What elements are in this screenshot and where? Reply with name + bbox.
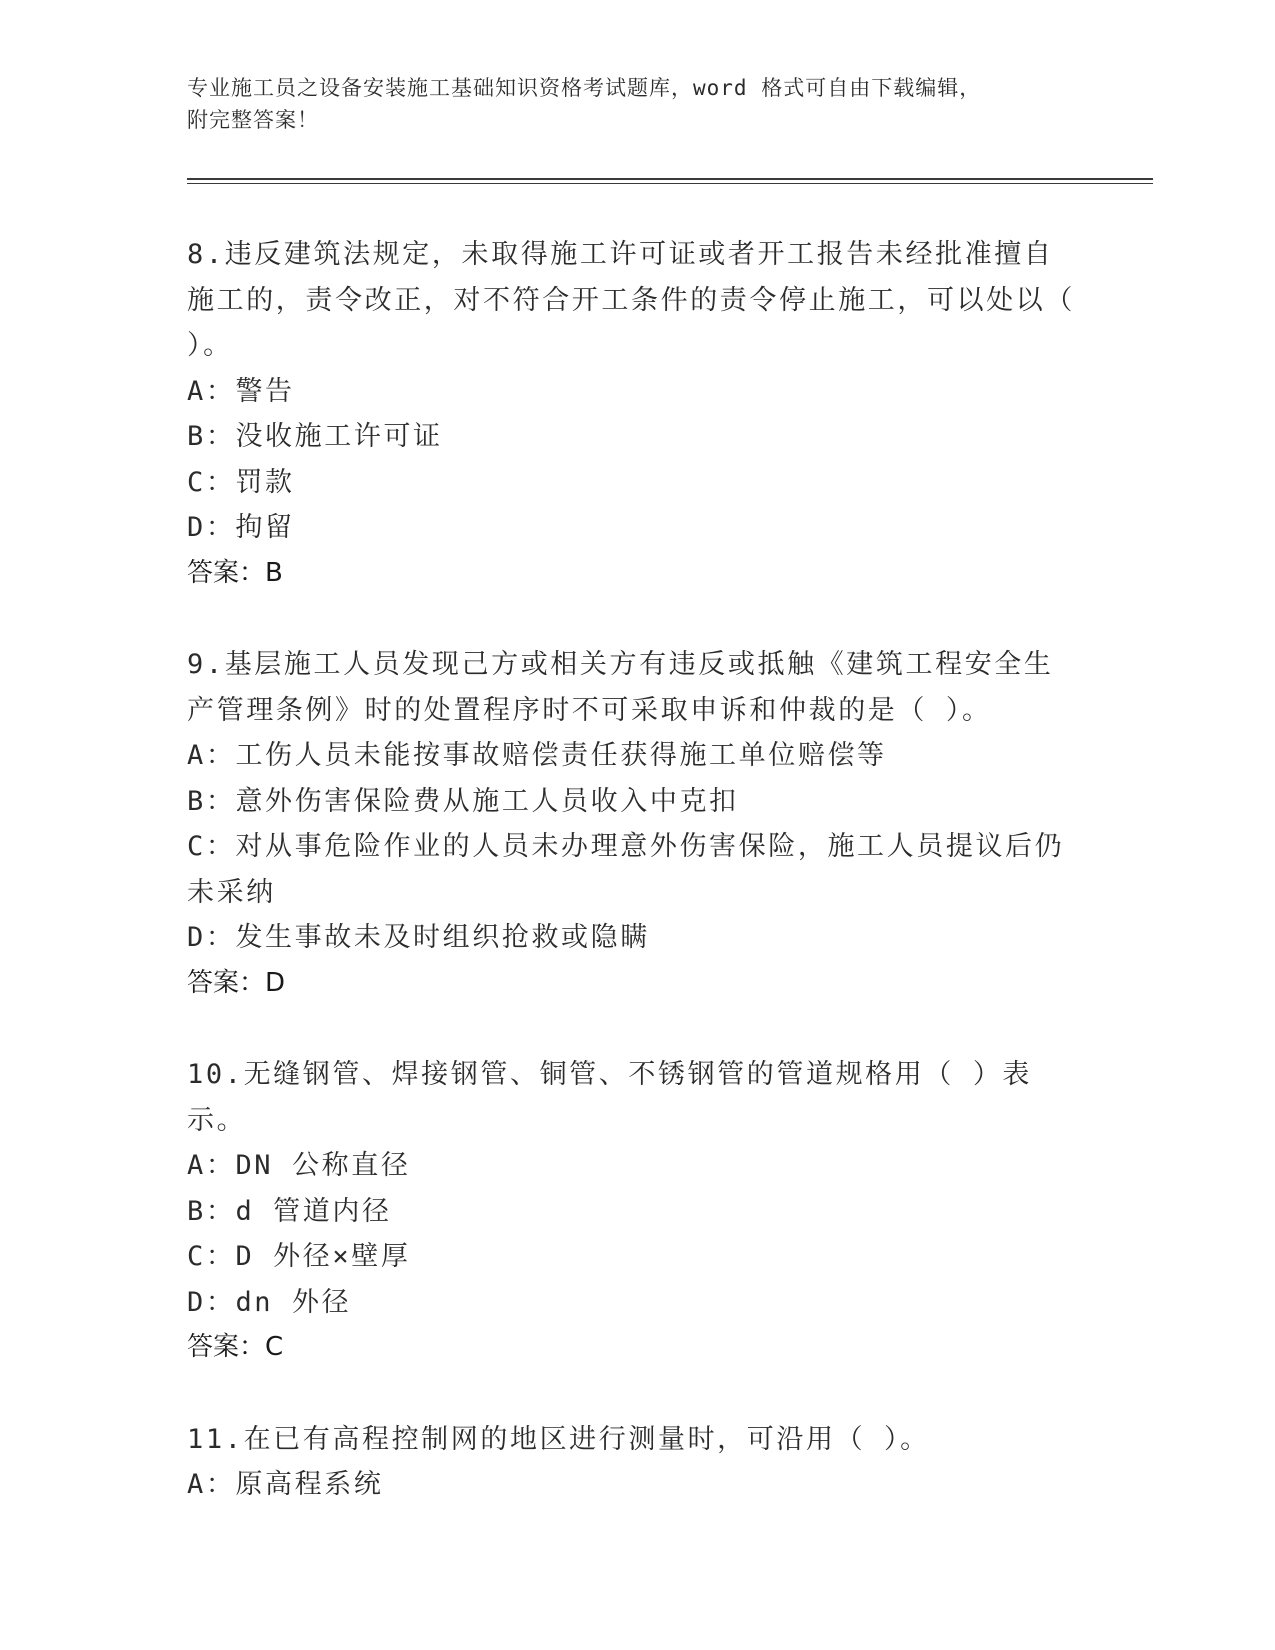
question-text: 9.基层施工人员发现己方或相关方有违反或抵触《建筑工程安全生产管理条例》时的处置程序时不可采取申诉和仲裁的是（ ）。 — [187, 649, 1054, 726]
question-list — [187, 232, 1087, 1554]
option-b: B：没收施工许可证 — [187, 421, 443, 452]
option-a: A：原高程系统 — [187, 1469, 384, 1500]
option-a: A：工伤人员未能按事故赔偿责任获得施工单位赔偿等 — [187, 740, 887, 771]
option-b: B：意外伤害保险费从施工人员收入中克扣 — [187, 785, 739, 817]
header-divider-thin — [187, 183, 1153, 184]
answer-line: 答案：D — [187, 967, 286, 998]
option-c: C：D 外径×壁厚 — [187, 1241, 411, 1272]
answer-line: 答案：C — [187, 1332, 284, 1362]
option-a: A：警告 — [187, 375, 295, 407]
question-11 — [187, 1417, 1087, 1508]
header-divider-thick — [187, 178, 1153, 180]
option-c: C：罚款 — [187, 466, 295, 498]
option-c: C：对从事危险作业的人员未办理意外伤害保险，施工人员提议后仍未采纳 — [187, 831, 1065, 908]
option-d: D：拘留 — [187, 512, 295, 543]
option-d: D：发生事故未及时组织抢救或隐瞒 — [187, 922, 650, 953]
question-text: 8.违反建筑法规定，未取得施工许可证或者开工报告未经批准擅自施工的，责令改正，对不符合开工条件的责令停止施工，可以处以（ ）。 — [187, 239, 1075, 361]
question-9 — [187, 642, 1087, 1006]
question-text: 11.在已有高程控制网的地区进行测量时，可沿用（ ）。 — [187, 1423, 930, 1455]
document-header: 专业施工员之设备安装施工基础知识资格考试题库，word 格式可自由下载编辑， 附完整答案！ — [187, 76, 982, 132]
question-text: 10.无缝钢管、焊接钢管、铜管、不锈钢管的管道规格用（ ）表示。 — [187, 1059, 1033, 1136]
question-10 — [187, 1052, 1087, 1371]
answer-line: 答案：B — [187, 557, 283, 588]
option-a: A：DN 公称直径 — [187, 1150, 411, 1181]
option-b: B：d 管道内径 — [187, 1195, 392, 1227]
option-d: D：dn 外径 — [187, 1286, 352, 1318]
question-8 — [187, 232, 1087, 596]
